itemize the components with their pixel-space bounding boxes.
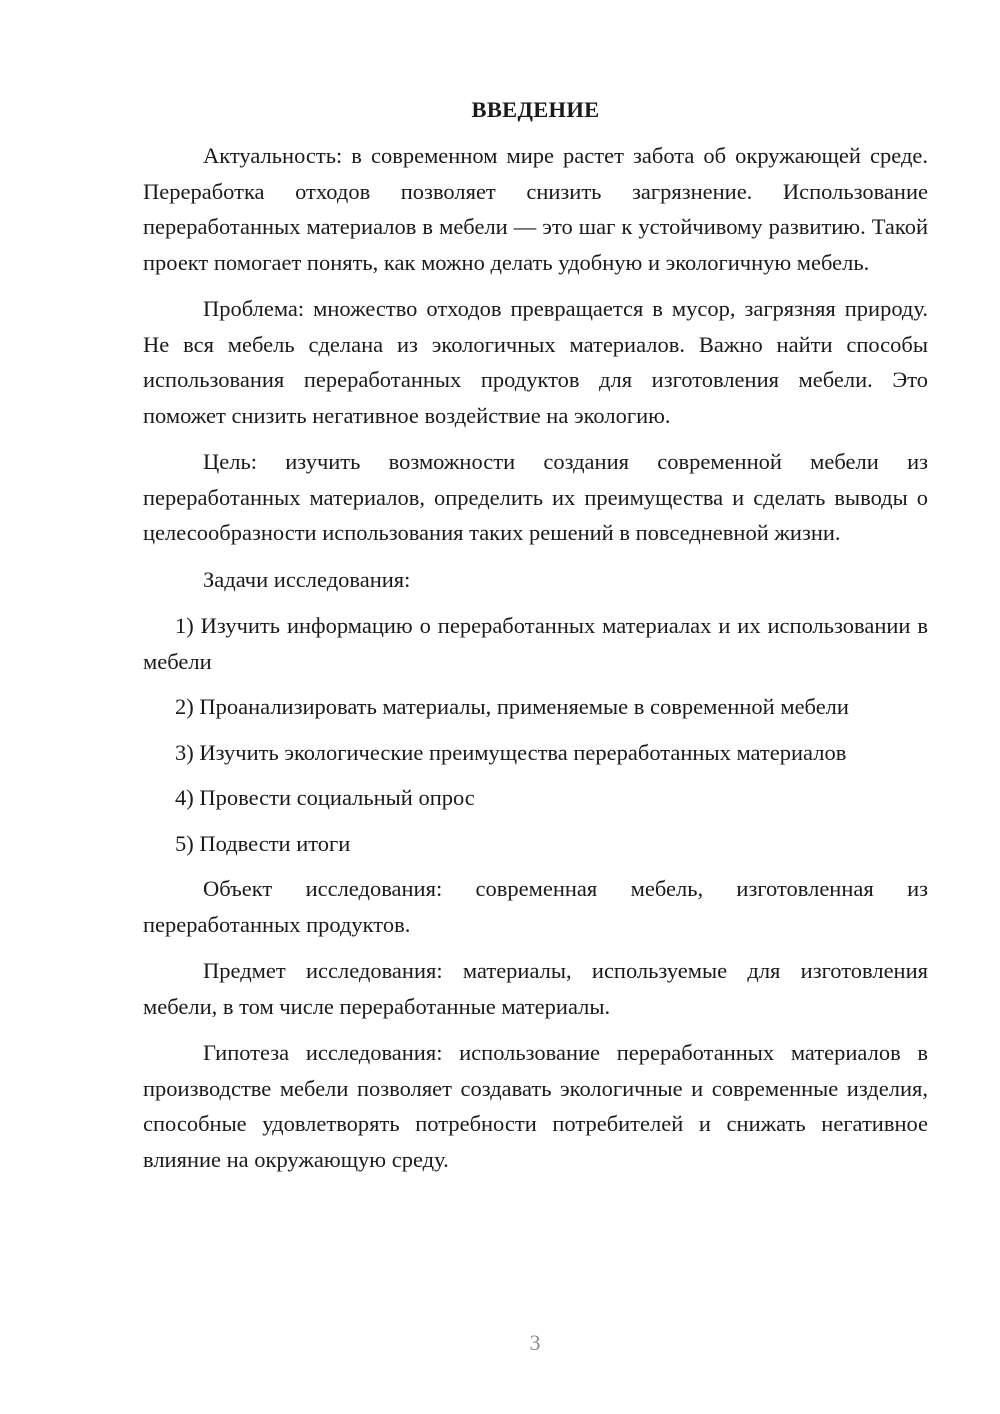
page-number: 3 <box>529 1330 541 1355</box>
paragraph-hypothesis: Гипотеза исследования: использование переработанных материалов в производстве мебели позволяет создавать экологичные и современные изделия, способные удовлетворять потребности потребителей и снижать негативное влияние на окружающую среду. <box>143 1040 928 1172</box>
task-item: 4) Провести социальный опрос <box>175 785 475 810</box>
task-item: 1) Изучить информацию о переработанных материалах и их использовании в мебели <box>143 613 928 674</box>
document-page <box>143 92 928 1188</box>
task-item: 5) Подвести итоги <box>175 830 351 856</box>
task-item: 3) Изучить экологические преимущества переработанных материалов <box>175 739 847 765</box>
paragraph-goal: Цель: изучить возможности создания современной мебели из переработанных материалов, определить их преимущества и сделать выводы о целесообразности использования таких решений в повседневной жизни. <box>143 449 928 545</box>
paragraph-object: Объект исследования: современная мебель, изготовленная из переработанных продуктов. <box>143 876 928 937</box>
paragraph-relevance: Актуальность: в современном мире растет забота об окружающей среде. Переработка отходов позволяет снизить загрязнение. Использование переработанных материалов в мебели — это шаг к устойчивому развитию. Такой проект помогает понять, как можно делать удобную и экологичную мебель. <box>143 143 928 275</box>
paragraph-tasks-heading: Задачи исследования: <box>203 566 411 592</box>
paragraph-problem: Проблема: множество отходов превращается в мусор, загрязняя природу. Не вся мебель сделана из экологичных материалов. Важно найти способы использования переработанных продуктов для изготовления мебели. Это поможет снизить негативное воздействие на экологию. <box>143 296 928 428</box>
paragraph-subject: Предмет исследования: материалы, используемые для изготовления мебели, в том числе переработанные материалы. <box>143 958 928 1019</box>
section-title: ВВЕДЕНИЕ <box>471 97 600 122</box>
task-item: 2) Проанализировать материалы, применяемые в современной мебели <box>175 694 849 719</box>
